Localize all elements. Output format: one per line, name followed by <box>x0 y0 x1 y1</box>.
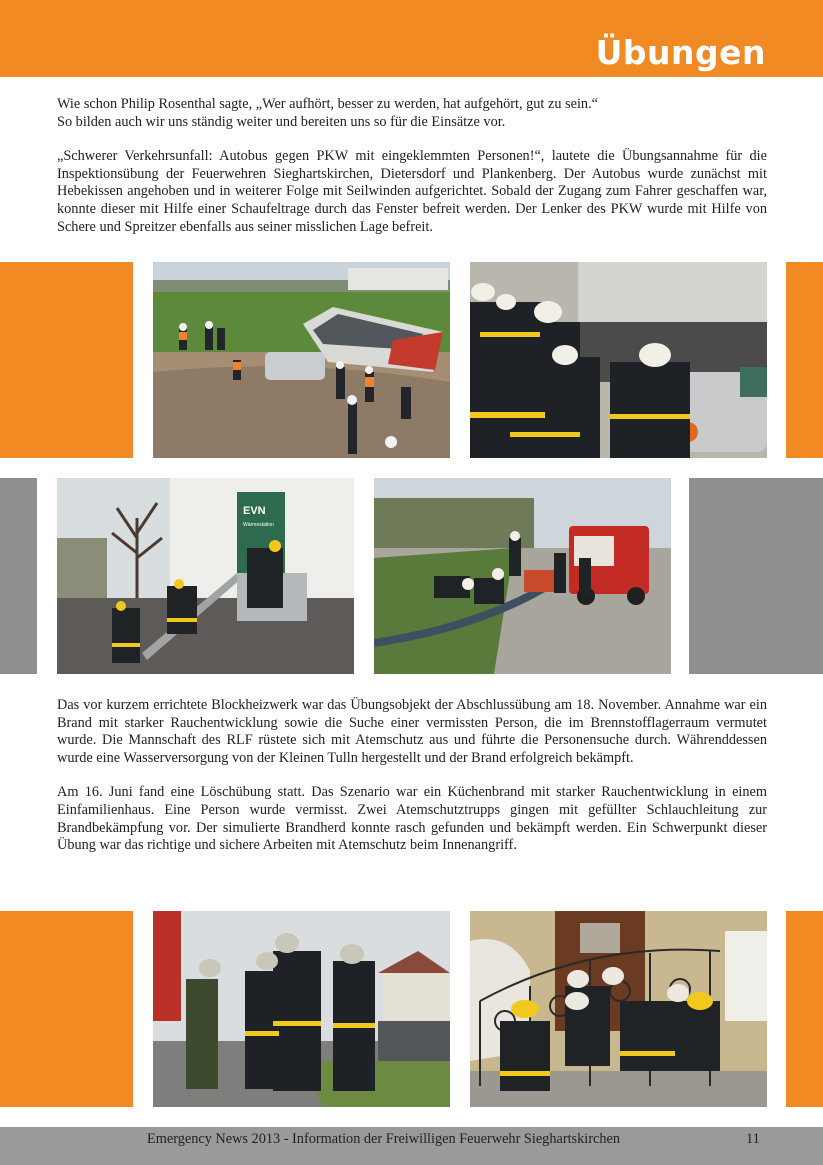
photo-heating-plant <box>57 478 354 674</box>
footer-text: Emergency News 2013 - Information der Freiwilligen Feuerwehr Sieghartskirchen <box>147 1131 620 1147</box>
fire-drill-paragraph: Am 16. Juni fand eine Löschübung statt. Das Szenario war ein Küchenbrand mit starker Rauchentwicklung in einem Einfamilienhaus. Eine Person wurde vermisst. Zwei Atemschutztrupps gingen mit gefüllter Schlauchleitung zur Brandbekämpfung vor. Der simulierte Brandherd konnte rasch gefunden und bekämpft werden. Ein Schwerpunkt dieser Übung war das richtige und sichere Arbeiten mit Atemschutz beim Innenangriff. <box>57 784 767 854</box>
building-sign-sub: Wärmestation <box>243 522 274 528</box>
page-number: 11 <box>746 1131 760 1147</box>
middle-text <box>57 697 767 855</box>
quote-line-2: So bilden auch wir uns ständig weiter und bereiten uns so für die Einsätze vor. <box>57 113 506 130</box>
side-band-left-1 <box>0 262 133 458</box>
intro-paragraph: „Schwerer Verkehrsunfall: Autobus gegen PKW mit eingeklemmten Personen!“, lautete die Übungsannahme für die Inspektionsübung der Feuerwehren Sieghartskirchen, Dietersdorf und Plankenberg. Der Autobus wurde zunächst mit Hebekissen angehoben und in weiterer Folge mit Seilwinden aufgerichtet. Sobald der Zugang zum Fahrer geschaffen war, konnte dieser mit Hilfe einer Schaufeltrage durch das Fenster befreit werden. Der Lenker des PKW wurde mit Hilfe von Schere und Spreitzer ebenfalls aus seiner misslichen Lage befreit. <box>57 148 767 235</box>
side-band-right-3 <box>786 911 823 1107</box>
photo-firefighters-group <box>153 911 450 1107</box>
intro-quote <box>57 96 767 131</box>
side-band-left-3 <box>0 911 133 1107</box>
quote-line-1: Wie schon Philip Rosenthal sagte, „Wer aufhört, besser zu werden, hat aufgehört, gut zu sein.“ <box>57 96 598 112</box>
heating-plant-paragraph: Das vor kurzem errichtete Blockheizwerk war das Übungsobjekt der Abschlussübung am 18. November. Annahme war ein Brand mit starker Rauchentwicklung sowie die Suche einer vermissten Person, die im Brennstofflagerraum vermutet wurde. Die Mannschaft des RLF rüstete sich mit Atemschutz aus und führte die Personensuche durch. Währenddessen wurde eine Wasserversorgung von der Kleinen Tulln hergestellt und der Brand erfolgreich bekämpft. <box>57 697 767 766</box>
building-sign: EVN <box>243 505 266 517</box>
side-band-left-2 <box>0 478 37 674</box>
photo-rescue-car <box>470 262 767 458</box>
photo-house-entry <box>470 911 767 1107</box>
page-title: Übungen <box>595 33 766 72</box>
intro-text <box>57 96 767 236</box>
photo-bus-accident <box>153 262 450 458</box>
side-band-right-2 <box>689 478 823 674</box>
photo-water-supply <box>374 478 671 674</box>
side-band-right-1 <box>786 262 823 458</box>
